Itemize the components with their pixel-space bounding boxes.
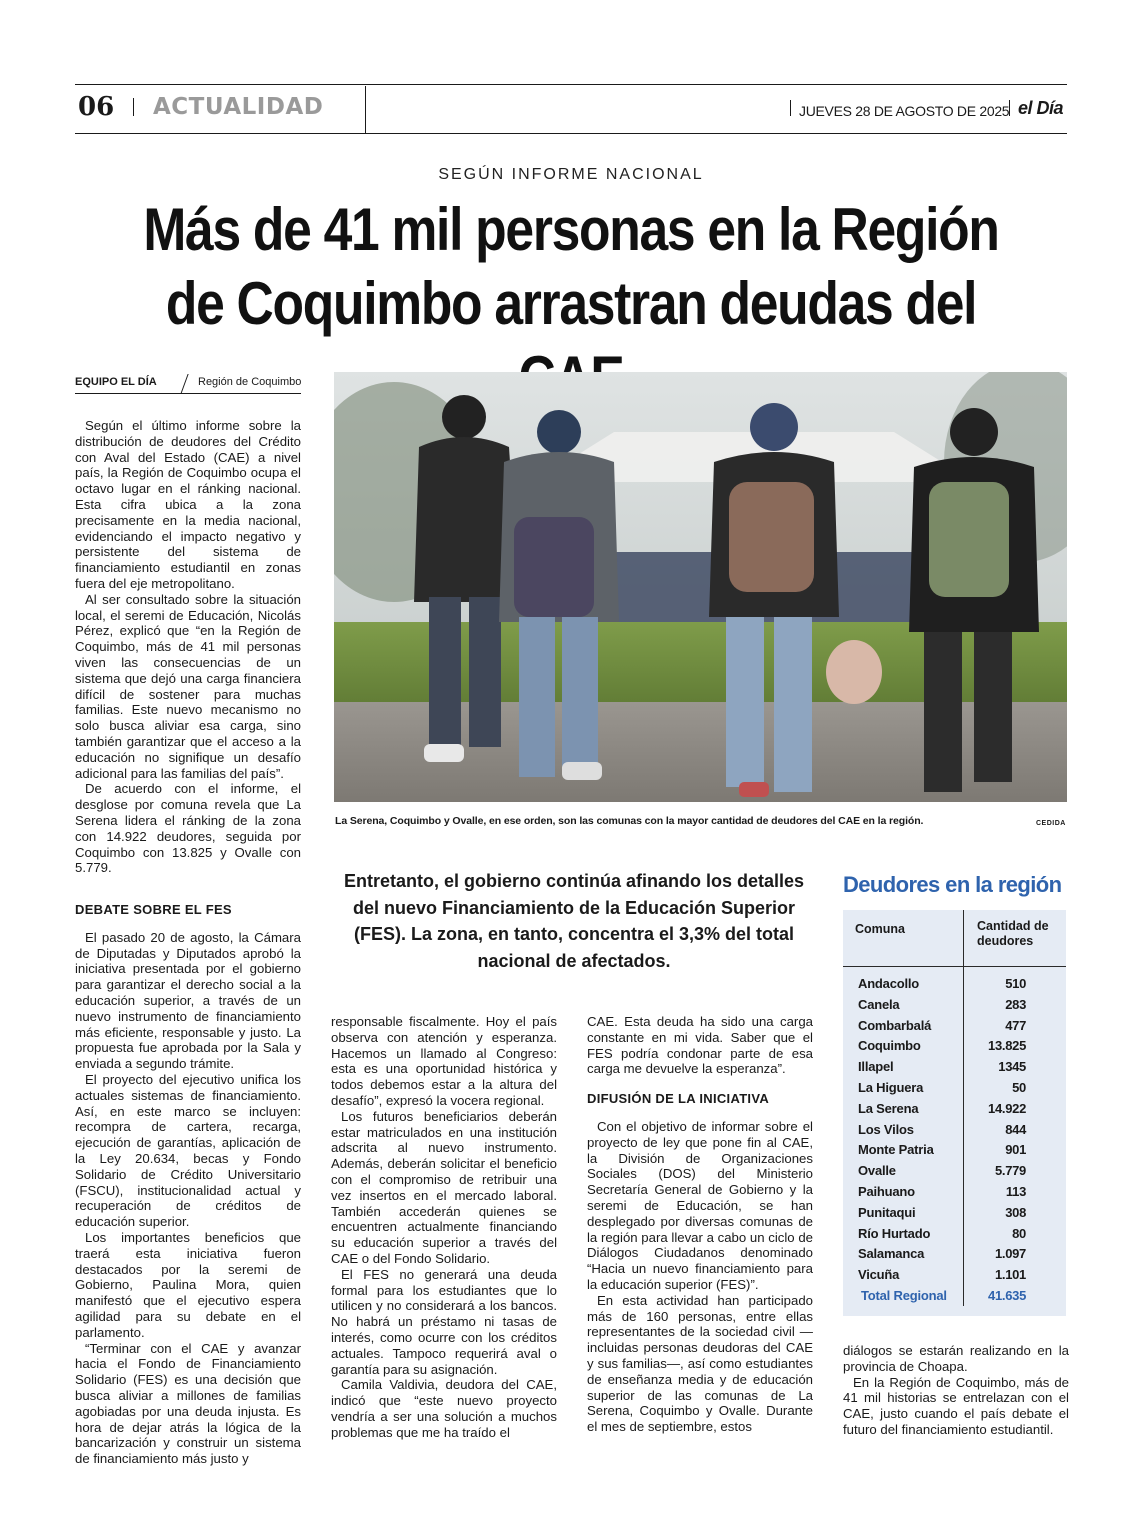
table-row [843, 1162, 1066, 1183]
paragraph: responsable fiscalmente. Hoy el país observa con atención y esperanza. Hacemos un llamado al Congreso: esta es una oportunidad histórica y todos debemos estar a la altura del desafío”, expresó la vocera regional. [331, 1014, 557, 1108]
cantidad-cell: 1.101 [994, 1267, 1026, 1283]
table-row [843, 1037, 1066, 1058]
table-row [843, 1100, 1066, 1121]
photo-caption: La Serena, Coquimbo y Ovalle, en ese orden, son las comunas con la mayor cantidad de deudores del CAE en la región. [335, 815, 924, 827]
paragraph: CAE. Esta deuda ha sido una carga constante en mi vida. Saber que el FES podría condonar parte de esa carga me devuelve la esperanza”. [587, 1014, 813, 1077]
header-bottom-rule [75, 133, 1067, 134]
header-top-rule [75, 84, 1067, 85]
table-row [843, 975, 1066, 996]
paragraph: En la Región de Coquimbo, más de 41 mil historias se entrelazan con el CAE, justo cuando el país debate el futuro del financiamiento estudiantil. [843, 1374, 1069, 1437]
subheading: DEBATE SOBRE EL FES [75, 902, 232, 917]
header-divider [133, 98, 134, 116]
comuna-cell: Ovalle [858, 1163, 896, 1179]
table-row [843, 1079, 1066, 1100]
paragraph: Con el objetivo de informar sobre el proyecto de ley que pone fin al CAE, la División de Organizaciones Sociales (DOS) del Ministerio Secretaría General de Gobierno y la seremi de Educación, se han desplegado por diversas comunas de la región para llevar a cabo un ciclo de Diálogos Ciudadanos denominado “Hacia un nuevo financiamiento para la educación superior (FES)”. [587, 1118, 813, 1292]
header-divider [1009, 100, 1010, 116]
total-value: 41.635 [988, 1287, 1026, 1303]
photo-students-walking [334, 372, 1067, 802]
comuna-cell: La Higuera [858, 1079, 924, 1095]
issue-date: JUEVES 28 DE AGOSTO DE 2025 [799, 103, 1010, 119]
cantidad-cell: 50 [1012, 1079, 1026, 1095]
paragraph: Los importantes beneficios que traerá esta iniciativa fueron destacados por la seremi de Gobierno, Paulina Mora, quien manifestó que el ejecutivo espera agilidad para su debate en el parlamento. [75, 1229, 301, 1340]
table-body [843, 975, 1066, 1308]
page-number: 06 [78, 92, 115, 122]
article-photo [334, 372, 1067, 802]
table-total-row [843, 1287, 1066, 1308]
paragraph: El proyecto del ejecutivo unifica los actuales sistemas de financiamiento. Así, en este marco se incluyen: recompra de cartera, recarga, ejecución de garantías, aplicación de la Ley 20.634, becas y Fondo Solidario de Crédito Universitario (FSCU), institucionalidad actual y recuperación de créditos de educación superior. [75, 1071, 301, 1230]
table-row [843, 1225, 1066, 1246]
cantidad-cell: 1.097 [994, 1246, 1026, 1262]
cantidad-cell: 5.779 [994, 1163, 1026, 1179]
cantidad-cell: 308 [1005, 1204, 1026, 1220]
table-row [843, 996, 1066, 1017]
headline: Más de 41 mil personas en la Región de Coquimbo arrastran deudas del [143, 196, 999, 337]
cantidad-cell: 80 [1012, 1225, 1026, 1241]
table-row [843, 1183, 1066, 1204]
byline-region: Región de Coquimbo [198, 376, 302, 388]
comuna-cell: La Serena [858, 1100, 919, 1116]
table-row [843, 1058, 1066, 1079]
paragraph: diálogos se estarán realizando en la provincia de Choapa. [843, 1343, 1069, 1374]
article-column-1-continued [75, 902, 301, 1467]
paragraph: Según el último informe sobre la distribución de deudores del Crédito con Aval del Estado (CAE) a nivel país, la Región de Coquimbo ocupa el octavo lugar en el ránking nacional. Esta cifra ubica a la zona precisamente en la media nacional, evidenciando el impacto negativo y persistente del sistema de financiamiento estudiantil en zonas fuera del eje metropolitano. [75, 418, 301, 591]
cantidad-cell: 901 [1005, 1142, 1026, 1158]
newspaper-logo: el Día [1018, 98, 1064, 118]
byline-rule [75, 393, 301, 394]
comuna-cell: Coquimbo [858, 1038, 921, 1054]
photo-credit: CEDIDA [1036, 820, 1066, 827]
pull-quote: Entretanto, el gobierno continúa afinando los detalles del nuevo Financiamiento de la Educación Superior (FES). La zona, en tanto, concentra el 3,3% del total nacional de afectados. [343, 871, 805, 971]
comuna-cell: Vicuña [858, 1267, 900, 1283]
subheading: DIFUSIÓN DE LA INICIATIVA [587, 1091, 770, 1107]
header-vertical-rule [365, 86, 366, 133]
paragraph: En esta actividad han participado más de 160 personas, entre ellas representantes de la sociedad civil —incluidas personas deudoras del CAE y sus familias—, así como estudiantes de enseñanza media y de educación superior de las comunas de La Serena, Coquimbo y Ovalle. Durante el mes de septiembre, estos [587, 1292, 813, 1435]
table-row [843, 1121, 1066, 1142]
total-label: Total Regional [861, 1287, 947, 1303]
article-column-1 [75, 418, 301, 876]
cantidad-cell: 510 [1005, 976, 1026, 991]
comuna-cell: Río Hurtado [858, 1225, 931, 1241]
table-row [843, 1266, 1066, 1287]
paragraph: Camila Valdivia, deudora del CAE, indicó que “este nuevo proyecto vendría a ser una solución a muchos problemas que me ha traído el [331, 1377, 557, 1440]
section-title: ACTUALIDAD [153, 94, 324, 120]
table-row [843, 1017, 1066, 1038]
paragraph: El pasado 20 de agosto, la Cámara de Diputadas y Diputados aprobó la iniciativa presentada por el gobierno para garantizar el derecho social a la educación superior, a través de un nuevo instrumento de financiamiento más eficiente, responsable y justo. La propuesta fue aprobada por la Sala y enviada a segundo trámite. [75, 929, 301, 1072]
table-row [843, 1204, 1066, 1225]
paragraph: De acuerdo con el informe, el desglose por comuna revela que La Serena lidera el ránking de la zona con 14.922 deudores, seguida por Coquimbo con 13.825 y Ovalle con 5.779. [75, 781, 301, 876]
comuna-cell: Los Vilos [858, 1121, 914, 1137]
table-header-comuna: Comuna [855, 922, 905, 936]
article-column-2 [331, 1014, 557, 1441]
header-divider [790, 100, 791, 116]
table-row [843, 1245, 1066, 1266]
comuna-cell: Andacollo [858, 976, 920, 991]
article-column-3 [587, 1014, 813, 1435]
cantidad-cell: 13.825 [988, 1038, 1026, 1054]
cantidad-cell: 283 [1005, 996, 1026, 1012]
comuna-cell: Combarbalá [858, 1017, 932, 1033]
kicker: SEGÚN INFORME NACIONAL [438, 166, 704, 183]
article-column-4 [843, 1343, 1069, 1438]
table-divider [843, 966, 1066, 967]
cantidad-cell: 844 [1005, 1121, 1026, 1137]
comuna-cell: Monte Patria [858, 1142, 934, 1158]
paragraph: “Terminar con el CAE y avanzar hacia el Fondo de Financiamiento Solidario (FES) es una decisión que busca aliviar a millones de familias agobiadas por una deuda injusta. Es hora de dejar atrás la lógica de la bancarización y construir un sistema de financiamiento más justo y [75, 1340, 301, 1467]
debtors-table [843, 910, 1066, 1316]
paragraph: Los futuros beneficiarios deberán estar matriculados en una institución adscrita al nuevo instrumento. Además, deberán solicitar el beneficio con el compromiso de retribuir una vez insertos en el mercado laboral. También accederán quienes se encuentren actualmente financiando su educación superior a través del CAE o del Fondo Solidario. [331, 1108, 557, 1266]
comuna-cell: Illapel [858, 1059, 894, 1075]
byline: EQUIPO EL DÍA [75, 376, 157, 388]
paragraph: El FES no generará una deuda formal para los estudiantes que lo utilicen y no considerará a los bancos. No habrá un préstamo ni tasas de interés, como ocurre con los créditos actuales. Tampoco requerirá aval o garantía para su asignación. [331, 1266, 557, 1377]
table-row [843, 1141, 1066, 1162]
comuna-cell: Canela [858, 996, 900, 1012]
cantidad-cell: 14.922 [988, 1100, 1026, 1116]
comuna-cell: Punitaqui [858, 1204, 916, 1220]
paragraph: Al ser consultado sobre la situación local, el seremi de Educación, Nicolás Pérez, explicó que “en la Región de Coquimbo, más de 41 mil personas viven las consecuencias de un sistema que dejó una carga financiera difícil de sostener para muchas familias. Este nuevo mecanismo no solo busca aliviar esa carga, sino también garantizar que el acceso a la educación no signifique un desafío adicional para las familias del país”. [75, 591, 301, 781]
cantidad-cell: 477 [1005, 1017, 1026, 1033]
cantidad-cell: 1345 [998, 1059, 1026, 1075]
cantidad-cell: 113 [1005, 1183, 1026, 1199]
table-header-cantidad: Cantidad de deudores [977, 919, 1049, 948]
comuna-cell: Salamanca [858, 1246, 925, 1262]
comuna-cell: Paihuano [858, 1183, 915, 1199]
table-divider [963, 910, 964, 966]
table-title: Deudores en la región [843, 872, 1062, 897]
